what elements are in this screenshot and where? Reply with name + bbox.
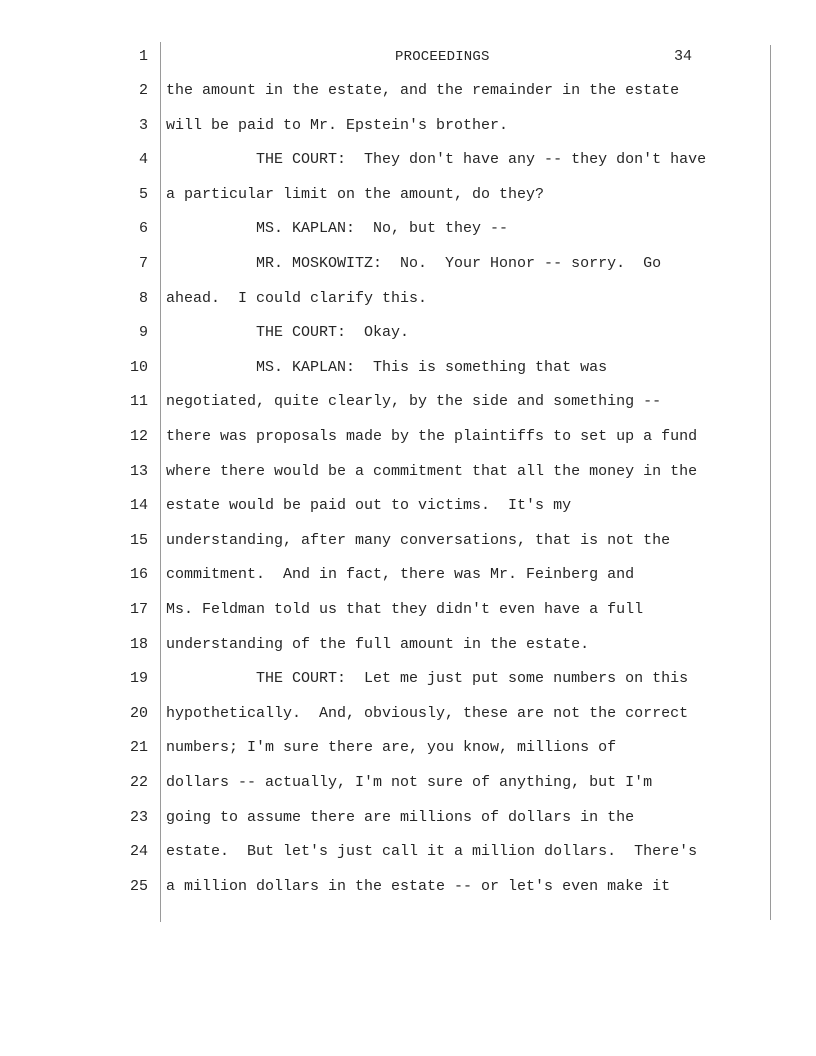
line-text: MR. MOSKOWITZ: No. Your Honor -- sorry. Go bbox=[166, 255, 662, 272]
line-number: 18 bbox=[129, 635, 148, 653]
transcript-line bbox=[0, 289, 816, 324]
transcript-line bbox=[0, 704, 816, 739]
line-number: 11 bbox=[129, 393, 148, 411]
line-number: 25 bbox=[129, 877, 148, 895]
line-text: dollars -- actually, I'm not sure of anything, but I'm bbox=[166, 774, 653, 791]
line-text: estate. But let's just call it a million dollars. There's bbox=[166, 843, 698, 861]
line-number: 8 bbox=[138, 289, 148, 307]
page-title: PROCEEDINGS bbox=[395, 49, 490, 65]
line-number: 19 bbox=[129, 670, 148, 688]
transcript-line bbox=[0, 773, 816, 808]
transcript-line bbox=[0, 877, 816, 912]
line-text: Ms. Feldman told us that they didn't even have a full bbox=[166, 601, 644, 618]
transcript-line bbox=[0, 565, 816, 600]
line-number: 9 bbox=[138, 324, 148, 342]
line-number: 20 bbox=[129, 704, 148, 722]
transcript-line bbox=[0, 81, 816, 116]
transcript-line bbox=[0, 392, 816, 427]
line-number: 1 bbox=[138, 48, 148, 65]
line-text: negotiated, quite clearly, by the side and something -- bbox=[166, 393, 662, 411]
line-number: 12 bbox=[129, 428, 148, 445]
line-text: THE COURT: Let me just put some numbers on this bbox=[166, 670, 689, 688]
page-number: 34 bbox=[674, 48, 693, 65]
line-number: 24 bbox=[129, 843, 148, 861]
line-text: hypothetically. And, obviously, these are not the correct bbox=[166, 704, 689, 722]
transcript-line bbox=[0, 808, 816, 843]
line-text: ahead. I could clarify this. bbox=[166, 289, 428, 307]
line-number: 22 bbox=[129, 774, 148, 791]
transcript-line bbox=[0, 496, 816, 531]
line-number: 10 bbox=[129, 358, 148, 376]
line-text: going to assume there are millions of dollars in the bbox=[166, 808, 635, 826]
line-number: 5 bbox=[138, 185, 148, 203]
transcript-line bbox=[0, 219, 816, 254]
transcript-line bbox=[0, 323, 816, 358]
transcript-line bbox=[0, 427, 816, 462]
line-text: THE COURT: They don't have any -- they don't have bbox=[166, 151, 707, 169]
line-text: commitment. And in fact, there was Mr. Feinberg and bbox=[166, 566, 635, 584]
transcript-line bbox=[0, 358, 816, 393]
line-text: there was proposals made by the plaintiffs to set up a fund bbox=[166, 428, 698, 445]
transcript-line bbox=[0, 635, 816, 670]
transcript-line bbox=[0, 669, 816, 704]
line-number: 6 bbox=[138, 220, 148, 238]
line-number: 3 bbox=[138, 116, 148, 134]
line-text: the amount in the estate, and the remainder in the estate bbox=[166, 82, 680, 99]
line-text: understanding of the full amount in the estate. bbox=[166, 635, 590, 653]
line-number: 4 bbox=[138, 151, 148, 169]
line-number: 13 bbox=[129, 462, 148, 480]
transcript-line bbox=[0, 842, 816, 877]
line-number: 14 bbox=[129, 497, 148, 515]
line-text: will be paid to Mr. Epstein's brother. bbox=[166, 116, 509, 134]
transcript-line bbox=[0, 462, 816, 497]
transcript-line bbox=[0, 254, 816, 289]
line-text: MS. KAPLAN: This is something that was bbox=[166, 358, 608, 376]
transcript-line bbox=[0, 47, 816, 82]
line-number: 17 bbox=[129, 601, 148, 618]
line-number: 23 bbox=[129, 808, 148, 826]
line-text: a particular limit on the amount, do they? bbox=[166, 185, 545, 203]
line-number: 2 bbox=[138, 82, 148, 99]
line-text: understanding, after many conversations, that is not the bbox=[166, 531, 671, 549]
line-text: THE COURT: Okay. bbox=[166, 324, 410, 342]
transcript-line bbox=[0, 116, 816, 151]
transcript-line bbox=[0, 185, 816, 220]
line-number: 21 bbox=[129, 739, 148, 757]
line-text: MS. KAPLAN: No, but they -- bbox=[166, 220, 509, 238]
transcript-line bbox=[0, 738, 816, 773]
line-number: 7 bbox=[138, 255, 148, 272]
transcript-line bbox=[0, 600, 816, 635]
transcript-line bbox=[0, 150, 816, 185]
transcript-line bbox=[0, 531, 816, 566]
line-text: numbers; I'm sure there are, you know, millions of bbox=[166, 739, 617, 757]
line-number: 16 bbox=[129, 566, 148, 584]
line-text: a million dollars in the estate -- or let's even make it bbox=[166, 877, 671, 895]
line-number: 15 bbox=[129, 531, 148, 549]
line-text: where there would be a commitment that all the money in the bbox=[166, 462, 698, 480]
line-text: estate would be paid out to victims. It's my bbox=[166, 497, 572, 515]
